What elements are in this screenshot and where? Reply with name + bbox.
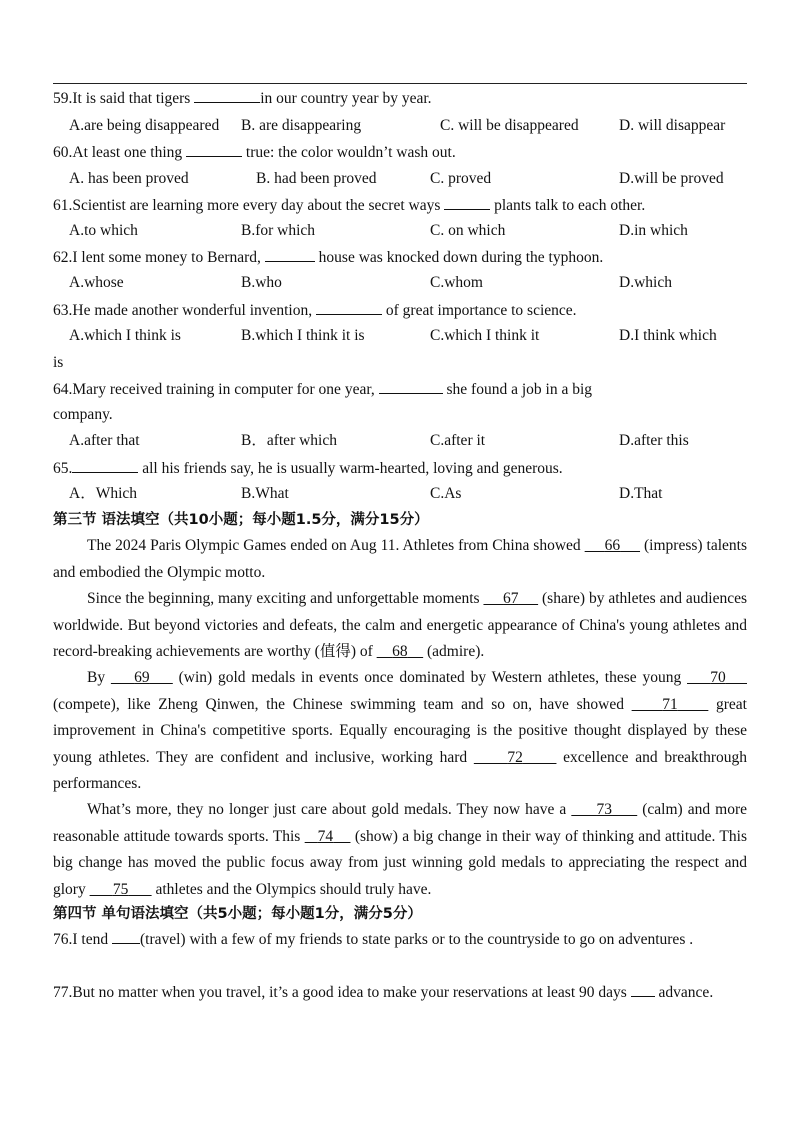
blank-59: [194, 88, 260, 103]
question-64-continued: company.: [53, 406, 113, 423]
option-65-c: C.As: [430, 485, 462, 502]
blank-60: [186, 142, 242, 157]
blank-65: [72, 458, 138, 473]
question-63: 63.He made another wonderful invention, of great importance to science.: [53, 302, 577, 319]
option-62-b: B.who: [241, 274, 282, 291]
option-60-a: A. has been proved: [69, 170, 189, 187]
option-59-b: B. are disappearing: [241, 117, 362, 134]
option-61-b: B.for which: [241, 222, 316, 239]
question-65: 65. all his friends say, he is usually warm-hearted, loving and generous.: [53, 460, 563, 477]
question-77: 77.But no matter when you travel, it’s a good idea to make your reservations at least 90 days advance.: [53, 984, 714, 1001]
blank-63: [316, 300, 382, 315]
passage-paragraph-1: The 2024 Paris Olympic Games ended on Aug 11. Athletes from China showed 66 (impress) talents and embodied the Olympic motto.: [53, 537, 748, 581]
option-60-c: C. proved: [430, 170, 492, 187]
option-59-d: D. will disappear: [619, 117, 726, 134]
question-76: 76.I tend (travel) with a few of my friends to state parks or to the countryside to go on adventures .: [53, 931, 694, 948]
option-63-d-wrap: is: [53, 354, 64, 371]
option-65-a: A．Which: [69, 485, 138, 502]
option-62-a: A.whose: [69, 274, 124, 291]
blank-75: 75: [112, 880, 129, 898]
blank-64: [379, 379, 443, 394]
option-64-a: A.after that: [69, 432, 140, 449]
question-62: 62.I lent some money to Bernard, house was knocked down during the typhoon.: [53, 249, 604, 266]
blank-70: 70: [710, 669, 726, 686]
option-61-c: C. on which: [430, 222, 506, 239]
option-59-c: C. will be disappeared: [440, 117, 579, 134]
option-60-d: D.will be proved: [619, 170, 724, 187]
option-64-c: C.after it: [430, 432, 486, 449]
top-rule: [53, 83, 747, 84]
option-61-d: D.in which: [619, 222, 688, 239]
option-64-d: D.after this: [619, 432, 689, 449]
question-64: 64.Mary received training in computer for one year, she found a job in a big: [53, 381, 593, 398]
passage-paragraph-3: By 69 (win) gold medals in events once dominated by Western athletes, these young 70 (compete), like Zheng Qinwen, the Chinese swimming team and so on, have showed 71 great improvement in China's competitive sports. Equally encouraging is the positive thought displayed by these young athletes. They are confident and inclusive, working hard 72 excellence and breakthrough performances.: [53, 669, 747, 792]
passage-paragraph-2: Since the beginning, many exciting and unforgettable moments 67 (share) by athletes and audiences worldwide. But beyond victories and defeats, the calm and energetic appearance of China's young athletes and record-breaking achievements are worthy (值得) of 68 (admire).: [53, 590, 748, 660]
blank-68: 68: [392, 643, 408, 660]
blank-62: [265, 247, 315, 262]
blank-69: 69: [134, 669, 150, 686]
option-62-c: C.whom: [430, 274, 483, 291]
option-64-b: B．after which: [241, 432, 337, 449]
option-65-b: B.What: [241, 485, 289, 502]
blank-61: [444, 195, 490, 210]
blank-73: 73: [596, 801, 613, 818]
blank-72: 72: [507, 748, 523, 766]
blank-76: [112, 929, 140, 944]
section-3-title: 第三节 语法填空（共10小题；每小题1.5分，满分15分）: [53, 512, 429, 528]
option-65-d: D.That: [619, 485, 663, 502]
blank-67: 67: [503, 590, 519, 607]
option-63-b: B.which I think it is: [241, 327, 365, 344]
question-61: 61.Scientist are learning more every day about the secret ways plants talk to each other.: [53, 197, 646, 214]
option-62-d: D.which: [619, 274, 672, 291]
section-4-title: 第四节 单句语法填空（共5小题；每小题1分，满分5分）: [53, 906, 422, 922]
option-60-b: B. had been proved: [256, 170, 377, 187]
option-63-c: C.which I think it: [430, 327, 540, 344]
question-60: 60.At least one thing true: the color wouldn’t wash out.: [53, 144, 456, 161]
blank-71: 71: [662, 695, 678, 713]
option-61-a: A.to which: [69, 222, 138, 239]
option-63-a: A.which I think is: [69, 327, 181, 344]
blank-77: [631, 982, 655, 997]
option-59-a: A.are being disappeared: [69, 117, 220, 134]
option-63-d: D.I think which: [619, 327, 717, 344]
blank-74: 74: [317, 827, 334, 845]
blank-66: 66: [604, 537, 621, 554]
question-59: 59.It is said that tigers in our country year by year.: [53, 90, 432, 107]
passage-paragraph-4: What’s more, they no longer just care about gold medals. They now have a 73 (calm) and more reasonable attitude towards sports. This 74 (show) a big change in their way of thinking and attitude. This big change has moved the public focus away from just winning gold medals to appreciating the respect and glory 75 athletes and the Olympics should truly have.: [53, 801, 748, 898]
